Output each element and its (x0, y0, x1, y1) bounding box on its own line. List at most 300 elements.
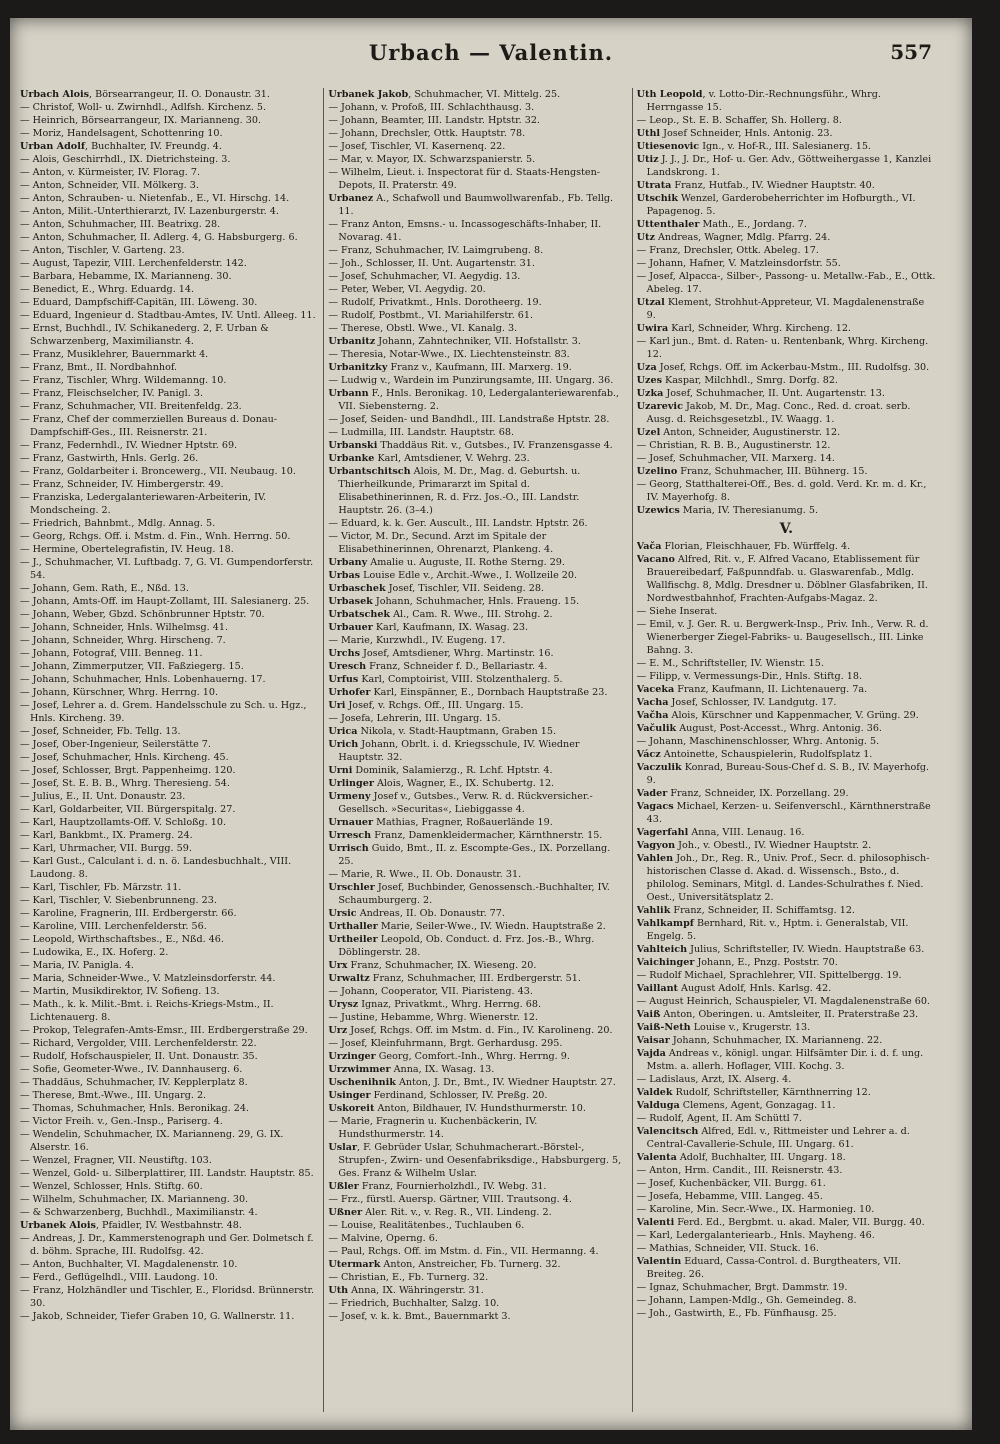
entry-details: — Josef, Tischler, VI. Kasernenq. 22. (328, 141, 506, 152)
entry-details: Anton, Schneider, Augustinerstr. 12. (660, 427, 841, 438)
directory-entry (637, 540, 936, 553)
entry-details: Franz, Schuhmacher, III. Bühnerg. 15. (677, 466, 868, 477)
entry-details: — Justine, Hebamme, Whrg. Wienerstr. 12. (328, 1012, 539, 1023)
directory-entry (637, 995, 936, 1008)
directory-entry (20, 296, 319, 309)
entry-details: — Karl, Bankbmt., IX. Pramerg. 24. (20, 830, 193, 841)
directory-entry (637, 231, 936, 244)
entry-details: Andreas v., königl. ungar. Hilfsämter Dir. i. d. f. ung. Mstm. a. allerh. Hoflager, VIII. Kochg. 3. (646, 1048, 924, 1072)
entry-surname: Urbanez (328, 193, 374, 204)
entry-details: Franz v., Kaufmann, III. Marxerg. 19. (387, 362, 572, 373)
entry-details: Franz, Schneider, IX. Porzellang. 29. (667, 788, 849, 799)
entry-details: — Johann, Drechsler, Ottk. Hauptstr. 78. (328, 128, 526, 139)
entry-surname: Urbany (328, 557, 368, 568)
directory-entry (328, 556, 627, 569)
entry-surname: Uslar (328, 1142, 358, 1153)
directory-entry (20, 1180, 319, 1193)
directory-entry (20, 595, 319, 608)
directory-entry (20, 998, 319, 1024)
directory-entry (328, 738, 627, 764)
entry-surname: Urlinger (328, 778, 374, 789)
directory-entry (20, 1076, 319, 1089)
entry-details: — Franz, Musiklehrer, Bauernmarkt 4. (20, 349, 209, 360)
entry-details: Ignaz, Privatkmt., Whrg. Herrng. 68. (358, 999, 541, 1010)
entry-details: Johann, Schuhmacher, Hnls. Fraueng. 15. (372, 596, 580, 607)
entry-surname: Vahlkampf (636, 918, 694, 929)
entry-details: Louise v., Krugerstr. 13. (690, 1022, 811, 1033)
directory-entry (328, 1141, 627, 1180)
entry-details: — Friedrich, Bahnbmt., Mdlg. Annag. 5. (20, 518, 216, 529)
directory-entry (637, 787, 936, 800)
entry-surname: Usinger (328, 1090, 371, 1101)
entry-surname: Uschenihnik (328, 1077, 396, 1088)
entry-details: — Victor, M. Dr., Secund. Arzt im Spitale der Elisabethinerinnen, Ohrenarzt, Plankeng. 4. (328, 531, 554, 555)
directory-entry (20, 127, 319, 140)
directory-entry (20, 842, 319, 855)
directory-entry (637, 465, 936, 478)
entry-details: , v. Lotto-Dir.-Rechnungsführ., Whrg. Herrngasse 15. (646, 89, 881, 113)
directory-entry (328, 634, 627, 647)
entry-details: Karl, Comptoirist, VIII. Stolzenthalerg. 5. (358, 674, 563, 685)
entry-details: — Johann, Kürschner, Whrg. Herrng. 10. (20, 687, 219, 698)
directory-entry (20, 1310, 319, 1323)
directory-entry (328, 218, 627, 244)
entry-surname: Urhofer (328, 687, 371, 698)
directory-entry (328, 673, 627, 686)
entry-surname: Uresch (328, 661, 367, 672)
entry-details: — Ludowika, E., IX. Hoferg. 2. (20, 947, 169, 958)
directory-entry (637, 478, 936, 504)
directory-entry (637, 387, 936, 400)
directory-entry (637, 917, 936, 943)
entry-details: — Karl jun., Bmt. d. Raten- u. Rentenbank, Whrg. Kircheng. 12. (636, 336, 929, 360)
page-title: Urbach — Valentin. (368, 40, 614, 65)
entry-surname: Valduga (636, 1100, 680, 1111)
entry-surname: Urni (328, 765, 353, 776)
entry-details: — Johann, Schneider, Hnls. Wilhelmsg. 41. (20, 622, 229, 633)
directory-entry (328, 647, 627, 660)
entry-details: — Anton, Milit.-Unterthierarzt, IV. Lazenburgerstr. 4. (20, 206, 279, 217)
directory-entry (328, 153, 627, 166)
entry-surname: Uzel (636, 427, 661, 438)
entry-surname: Vagyon (636, 840, 676, 851)
entry-details: — Rudolf Michael, Sprachlehrer, VII. Spittelbergg. 19. (636, 970, 902, 981)
directory-entry (637, 1164, 936, 1177)
entry-details: — Georg, Rchgs. Off. i. Mstm. d. Fin., Wnh. Herrng. 50. (20, 531, 291, 542)
entry-details: — Johann, Maschinenschlosser, Whrg. Antonig. 5. (636, 736, 880, 747)
directory-entry (637, 1216, 936, 1229)
entry-details: — Johann, v. Profoß, III. Schlachthausg. 3. (328, 102, 535, 113)
directory-entry (20, 972, 319, 985)
directory-entry (20, 660, 319, 673)
entry-details: Josef, Amtsdiener, Whrg. Martinstr. 16. (359, 648, 554, 659)
entry-details: , Börsearrangeur, II. O. Donaustr. 31. (89, 89, 270, 100)
entry-details: Eduard, Cassa-Control. d. Burgtheaters, VII. Breiteg. 26. (646, 1256, 902, 1280)
entry-details: — Josef, Schuhmacher, VI. Aegydig. 13. (328, 271, 521, 282)
entry-details: Franz, Damenkleidermacher, Kärnthnerstr. 15. (371, 830, 603, 841)
entry-surname: Urzwimmer (328, 1064, 391, 1075)
entry-details: — Franz, Holzhändler und Tischler, E., Floridsd. Brünnerstr. 30. (20, 1285, 315, 1309)
entry-details: — Anton, v. Kürmeister, IV. Florag. 7. (20, 167, 201, 178)
entry-surname: Vahlteich (636, 944, 688, 955)
entry-details: — Johann, Hafner, V. Matzleinsdorfstr. 55. (636, 258, 841, 269)
entry-details: — Rudolf, Hofschauspieler, II. Unt. Donaustr. 35. (20, 1051, 258, 1062)
directory-entry (20, 751, 319, 764)
directory-entry (20, 699, 319, 725)
entry-details: Antoinette, Schauspielerin, Rudolfsplatz 1. (660, 749, 873, 760)
entry-surname: Vačha (636, 710, 669, 721)
entry-details: — Alois, Geschirrhdl., IX. Dietrichsteing. 3. (20, 154, 231, 165)
entry-details: Joh., Dr., Reg. R., Univ. Prof., Secr. d. philosophisch-historischen Classe d. Akad. d. Wissensch., Bsto., d. philolog. Seminars, Mitgl. d. Landes-Schulrathes f. Nied. Oest., Universitätsplatz 2. (646, 853, 930, 903)
entry-details: — Franz, Schuhmacher, VII. Breitenfeldg. 23. (20, 401, 242, 412)
entry-surname: Urbauer (328, 622, 373, 633)
entry-details: — Rudolf, Agent, II. Am Schüttl 7. (636, 1113, 802, 1124)
entry-details: — Anton, Schneider, VII. Mölkerg. 3. (20, 180, 199, 191)
entry-details: — Eduard, Ingenieur d. Stadtbau-Amtes, IV. Untl. Alleeg. 11. (20, 310, 316, 321)
entry-details: — Ladislaus, Arzt, IX. Alserg. 4. (636, 1074, 792, 1085)
entry-surname: Ußler (328, 1181, 359, 1192)
entry-details: — Rudolf, Postbmt., VI. Mariahilferstr. 61. (328, 310, 534, 321)
directory-entry (20, 1102, 319, 1115)
directory-entry (20, 1167, 319, 1180)
directory-entry (328, 296, 627, 309)
entry-details: — Mar, v. Mayor, IX. Schwarzspanierstr. 5. (328, 154, 536, 165)
directory-entry (637, 1281, 936, 1294)
directory-entry (20, 283, 319, 296)
directory-entry (328, 127, 627, 140)
entry-details: Alois, Kürschner und Kappenmacher, V. Grüng. 29. (668, 710, 919, 721)
directory-entry (328, 725, 627, 738)
directory-entry (637, 956, 936, 969)
entry-details: — Franziska, Ledergalanteriewaren-Arbeiterin, IV. Mondscheing. 2. (20, 492, 267, 516)
entry-surname: Urbach Alois (20, 89, 90, 100)
directory-entry (328, 1037, 627, 1050)
directory-entry (328, 608, 627, 621)
directory-entry (328, 985, 627, 998)
entry-details: — Moriz, Handelsagent, Schottenring 10. (20, 128, 223, 139)
directory-entry (328, 426, 627, 439)
entry-surname: Utiesenovic (636, 141, 700, 152)
entry-details: — Johann, Cooperator, VII. Piaristeng. 43. (328, 986, 533, 997)
directory-entry (20, 764, 319, 777)
entry-details: — Josef, v. k. k. Bmt., Bauernmarkt 3. (328, 1311, 511, 1322)
directory-entry (20, 777, 319, 790)
directory-entry (637, 943, 936, 956)
directory-entry (20, 920, 319, 933)
directory-entry (20, 205, 319, 218)
directory-entry (328, 1219, 627, 1232)
entry-details: Clemens, Agent, Gonzagag. 11. (679, 1100, 836, 1111)
directory-entry (637, 1203, 936, 1216)
entry-details: — Josefa, Hebamme, VIII. Langeg. 45. (636, 1191, 823, 1202)
entry-details: — Ferd., Geflügelhdl., VIII. Laudong. 10. (20, 1272, 218, 1283)
entry-details: — Josef, St. E. B. B., Whrg. Theresieng. 54. (20, 778, 230, 789)
entry-details: — Richard, Vergolder, VIII. Lerchenfelderstr. 22. (20, 1038, 257, 1049)
entry-details: Josef, v. Rchgs. Off., III. Ungarg. 15. (345, 700, 524, 711)
entry-surname: Uzelino (636, 466, 678, 477)
directory-entry (20, 114, 319, 127)
directory-entry (637, 1021, 936, 1034)
entry-details: — Friedrich, Buchhalter, Salzg. 10. (328, 1298, 500, 1309)
directory-entry (637, 140, 936, 153)
entry-details: — Franz, Fleischselcher, IV. Panigl. 3. (20, 388, 204, 399)
column-1 (20, 88, 324, 1412)
directory-entry (20, 1115, 319, 1128)
directory-entry (637, 683, 936, 696)
entry-details: Jakob, M. Dr., Mag. Conc., Red. d. croat. serb. Ausg. d. Reichsgesetzbl., IV. Waagg. 1. (646, 401, 911, 425)
directory-entry (637, 618, 936, 657)
entry-details: — Emil, v. J. Ger. R. u. Bergwerk-Insp., Priv. Inh., Verw. R. d. Wienerberger Ziegel-Fabriks- u. Baugesellsch., III. Linke Bahng. 3. (636, 619, 929, 656)
directory-entry (20, 855, 319, 881)
entry-surname: Urmeny (328, 791, 371, 802)
entry-details: — Wenzel, Gold- u. Silberplattirer, III. Landstr. Hauptstr. 85. (20, 1168, 314, 1179)
directory-entry (20, 790, 319, 803)
entry-details: — Andreas, J. Dr., Kammerstenograph und Ger. Dolmetsch f. d. böhm. Sprache, III. Rudolfsg. 42. (20, 1233, 314, 1257)
entry-details: Anna, VIII. Lenaug. 16. (688, 827, 805, 838)
entry-surname: Vahlen (636, 853, 674, 864)
entry-details: — Siehe Inserat. (636, 606, 718, 617)
entry-surname: Utz (636, 232, 655, 243)
directory-entry (637, 322, 936, 335)
directory-entry (328, 309, 627, 322)
directory-entry (328, 140, 627, 153)
entry-surname: Urbanitzky (328, 362, 388, 373)
directory-entry (328, 972, 627, 985)
entry-details: Nikola, v. Stadt-Hauptmann, Graben 15. (357, 726, 557, 737)
entry-details: — Franz, Goldarbeiter i. Broncewerg., VII. Neubaug. 10. (20, 466, 296, 477)
directory-entry (637, 670, 936, 683)
directory-entry (328, 1284, 627, 1297)
entry-surname: Uthl (636, 128, 661, 139)
entry-details: — Malvine, Operng. 6. (328, 1233, 438, 1244)
entry-details: — Johann, Weber, Gbzd. Schönbrunner Hptstr. 70. (20, 609, 265, 620)
entry-surname: Urz (328, 1025, 348, 1036)
entry-details: , Pfaidler, IV. Westbahnstr. 48. (95, 1220, 242, 1231)
entry-surname: Uskoreit (328, 1103, 375, 1114)
directory-entry (637, 270, 936, 296)
directory-entry (637, 1047, 936, 1073)
directory-entry (328, 335, 627, 348)
directory-entry (20, 1206, 319, 1219)
directory-entry (328, 959, 627, 972)
entry-details: — Georg, Statthalterei-Off., Bes. d. gold. Verd. Kr. m. d. Kr., IV. Mayerhofg. 8. (636, 479, 927, 503)
directory-entry (20, 1193, 319, 1206)
entry-details: — Franz Anton, Emsns.- u. Incassogeschäfts-Inhaber, II. Novarag. 41. (328, 219, 602, 243)
directory-entry (328, 348, 627, 361)
entry-details: Johann, E., Pnzg. Poststr. 70. (694, 957, 838, 968)
directory-entry (328, 283, 627, 296)
entry-surname: Vader (636, 788, 668, 799)
directory-entry (328, 1115, 627, 1141)
directory-entry (20, 439, 319, 452)
entry-details: Anton, J. Dr., Bmt., IV. Wiedner Hauptstr. 27. (395, 1077, 616, 1088)
entry-details: — Franz, Schneider, IV. Himbergerstr. 49. (20, 479, 224, 490)
entry-details: Maria, IV. Theresianumg. 5. (679, 505, 819, 516)
entry-details: — Maria, Schneider-Wwe., V. Matzleinsdorferstr. 44. (20, 973, 276, 984)
entry-details: — Josef, Lehrer a. d. Grem. Handelsschule zu Sch. u. Hgz., Hnls. Kircheng. 39. (20, 700, 307, 724)
entry-surname: Urbas (328, 570, 361, 581)
directory-entry (20, 478, 319, 491)
entry-details: Guido, Bmt., II. z. Escompte-Ges., IX. Porzellang. 25. (338, 843, 611, 867)
directory-entry (328, 907, 627, 920)
entry-details: Adolf, Buchhalter, III. Ungarg. 18. (676, 1152, 846, 1163)
entry-details: — Marie, Fragnerin u. Kuchenbäckerin, IV. Hundsthurmerstr. 14. (328, 1116, 538, 1140)
entry-surname: Uzewics (636, 505, 680, 516)
entry-surname: Uttenthaler (636, 219, 700, 230)
entry-surname: Valdek (636, 1087, 673, 1098)
entry-details: Karl, Amtsdiener, V. Wehrg. 23. (374, 453, 530, 464)
directory-entry (20, 543, 319, 556)
entry-details: — & Schwarzenberg, Buchhdl., Maximilianstr. 4. (20, 1207, 258, 1218)
directory-entry (20, 101, 319, 114)
entry-details: Marie, Seiler-Wwe., IV. Wiedn. Hauptstraße 2. (377, 921, 606, 932)
entry-surname: Urysz (328, 999, 359, 1010)
entry-surname: Utrata (636, 180, 672, 191)
directory-entry (637, 1086, 936, 1099)
entry-details: Anton, Bildhauer, IV. Hundsthurmerstr. 10. (374, 1103, 586, 1114)
directory-entry (637, 192, 936, 218)
entry-details: Ign., v. Hof-R., III. Salesianerg. 15. (699, 141, 871, 152)
directory-entry (20, 1258, 319, 1271)
directory-entry (20, 348, 319, 361)
entry-details: — Josef, Schlosser, Brgt. Pappenheimg. 120. (20, 765, 236, 776)
directory-entry (637, 1151, 936, 1164)
entry-surname: Urica (328, 726, 358, 737)
directory-entry (637, 1073, 936, 1086)
directory-entry (328, 1102, 627, 1115)
directory-entry (328, 1206, 627, 1219)
entry-details: — Anton, Schuhmacher, II. Adlerg. 4, G. Habsburgerg. 6. (20, 232, 298, 243)
entry-details: Julius, Schriftsteller, IV. Wiedn. Hauptstraße 63. (687, 944, 925, 955)
entry-details: — Josef, Kuchenbäcker, VII. Burgg. 61. (636, 1178, 826, 1189)
directory-entry (328, 465, 627, 517)
entry-details: — Sofie, Geometer-Wwe., IV. Dannhauserg. 6. (20, 1064, 243, 1075)
directory-entry (637, 800, 936, 826)
entry-surname: Urbanitz (328, 336, 376, 347)
entry-surname: Utermark (328, 1259, 381, 1270)
directory-entry (328, 621, 627, 634)
entry-details: — Josef, Schuhmacher, VII. Marxerg. 14. (636, 453, 835, 464)
entry-details: Franz, Fournierholzhdl., IV. Webg. 31. (358, 1181, 547, 1192)
directory-entry (20, 400, 319, 413)
entry-surname: Valenti (636, 1217, 675, 1228)
entry-details: — Josefa, Lehrerin, III. Ungarg. 15. (328, 713, 501, 724)
entry-details: Andreas, II. Ob. Donaustr. 77. (356, 908, 505, 919)
entry-details: Alois, M. Dr., Mag. d. Geburtsh. u. Thierheilkunde, Primararzt im Spital d. Elisabethinerinnen, R. d. Frz. Jos.-O., III. Landstr. Hauptstr. 26. (3–4.) (338, 466, 581, 516)
directory-entry (20, 452, 319, 465)
entry-details: Joh., v. Obestl., IV. Wiedner Hauptstr. 2. (675, 840, 872, 851)
entry-surname: Urbanek Jakob (328, 89, 409, 100)
entry-details: — E. M., Schriftsteller, IV. Wienstr. 15. (636, 658, 824, 669)
entry-surname: Uza (636, 362, 657, 373)
entry-details: — Johann, Gem. Rath, E., Nßd. 13. (20, 583, 189, 594)
directory-entry (20, 153, 319, 166)
entry-surname: Urrisch (328, 843, 369, 854)
directory-entry (20, 387, 319, 400)
entry-details: — Martin, Musikdirektor, IV. Sofieng. 13. (20, 986, 220, 997)
entry-surname: Uzes (636, 375, 662, 386)
directory-entry (328, 257, 627, 270)
entry-surname: Uzka (636, 388, 664, 399)
directory-entry (328, 101, 627, 114)
directory-entry (20, 959, 319, 972)
directory-entry (328, 816, 627, 829)
directory-entry (637, 1307, 936, 1320)
entry-details: Alois, Wagner, E., IX. Schubertg. 12. (373, 778, 555, 789)
entry-details: — Joh., Schlosser, II. Unt. Augartenstr. 31. (328, 258, 535, 269)
directory-entry (637, 696, 936, 709)
directory-entry (20, 413, 319, 439)
entry-details: Franz, Kaufmann, II. Lichtenauerg. 7a. (674, 684, 868, 695)
entry-details: — Wenzel, Fragner, VII. Neustiftg. 103. (20, 1155, 212, 1166)
directory-entry (20, 634, 319, 647)
directory-entry (328, 1297, 627, 1310)
directory-entry (20, 374, 319, 387)
directory-entry (328, 1271, 627, 1284)
entry-surname: Uth Leopold (636, 89, 703, 100)
entry-details: J. J., J. Dr., Hof- u. Ger. Adv., Göttweihergasse 1, Kanzlei Landskrong. 1. (646, 154, 932, 178)
entry-surname: Urbasek (328, 596, 373, 607)
entry-surname: Utzal (636, 297, 665, 308)
directory-entry (328, 1076, 627, 1089)
directory-entry (20, 1024, 319, 1037)
columns-container (20, 88, 940, 1412)
entry-details: — Therese, Bmt.-Wwe., III. Ungarg. 2. (20, 1090, 207, 1101)
directory-entry (637, 335, 936, 361)
entry-details: — Julius, E., II. Unt. Donaustr. 23. (20, 791, 186, 802)
directory-entry (20, 361, 319, 374)
directory-entry (20, 1089, 319, 1102)
entry-details: — Thaddäus, Schuhmacher, IV. Kepplerplatz 8. (20, 1077, 248, 1088)
entry-details: — Eduard, k. k. Ger. Auscult., III. Landstr. Hptstr. 26. (328, 518, 588, 529)
directory-entry (20, 933, 319, 946)
directory-entry (20, 725, 319, 738)
entry-details: Anna, IX. Wasag. 13. (390, 1064, 495, 1075)
entry-details: — Prokop, Telegrafen-Amts-Emsr., III. Erdbergerstraße 29. (20, 1025, 308, 1036)
entry-details: — Johann, Fotograf, VIII. Benneg. 11. (20, 648, 203, 659)
entry-surname: Vaichinger (636, 957, 695, 968)
directory-entry (328, 374, 627, 387)
entry-details: Alfred, Edl. v., Rittmeister und Lehrer a. d. Central-Cavallerie-Schule, III. Ungarg. 61. (646, 1126, 910, 1150)
directory-entry (20, 894, 319, 907)
entry-details: , Schuhmacher, VI. Mittelg. 25. (408, 89, 561, 100)
entry-details: Anton, Anstreicher, Fb. Turnerg. 32. (380, 1259, 561, 1270)
directory-entry (20, 803, 319, 816)
entry-details: — Karl, Tischler, V. Siebenbrunneng. 23. (20, 895, 217, 906)
directory-entry (20, 1128, 319, 1154)
directory-entry (20, 465, 319, 478)
entry-surname: Urfus (328, 674, 359, 685)
entry-details: — Josef, Alpacca-, Silber-, Passong- u. Metallw.-Fab., E., Ottk. Abeleg. 17. (636, 271, 936, 295)
entry-surname: Urwaltz (328, 973, 370, 984)
directory-entry (328, 829, 627, 842)
entry-details: — Frz., fürstl. Auersp. Gärtner, VIII. Trautsong. 4. (328, 1194, 572, 1205)
entry-details: — Heinrich, Börsearrangeur, IX. Marianneng. 30. (20, 115, 262, 126)
entry-details: Bernhard, Rit. v., Hptm. i. Generalstab, VII. Engelg. 5. (646, 918, 909, 942)
entry-surname: Vača (636, 541, 662, 552)
entry-details: — Ernst, Buchhdl., IV. Schikanederg. 2, F. Urban & Schwarzenberg, Maximilianstr. 4. (20, 323, 269, 347)
entry-details: — Karl, Hauptzollamts-Off. V. Schloßg. 10. (20, 817, 227, 828)
directory-entry (637, 1294, 936, 1307)
entry-details: — Johann, Beamter, III. Landstr. Hptstr. 32. (328, 115, 540, 126)
directory-entry (328, 1193, 627, 1206)
entry-details: — Franz, Schuhmacher, IV. Laimgrubeng. 8. (328, 245, 544, 256)
entry-surname: Urbantschitsch (328, 466, 411, 477)
entry-details: Math., E., Jordang. 7. (699, 219, 807, 230)
directory-entry (328, 166, 627, 192)
entry-surname: Urtheiler (328, 934, 378, 945)
directory-entry (328, 569, 627, 582)
